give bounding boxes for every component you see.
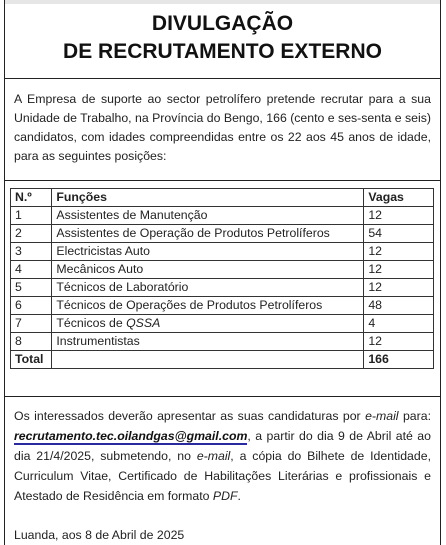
positions-table xyxy=(10,188,434,369)
row-vacancies: 12 xyxy=(364,279,434,297)
row-number: 2 xyxy=(11,225,52,243)
row-function: Técnicos de Laboratório xyxy=(52,279,364,297)
row-function xyxy=(52,315,364,333)
row-number: 5 xyxy=(11,279,52,297)
row-vacancies: 12 xyxy=(364,207,434,225)
table-row xyxy=(11,243,434,261)
row-number: 4 xyxy=(11,261,52,279)
table-row xyxy=(11,297,434,315)
divider-application xyxy=(4,396,441,397)
header-vacancies: Vagas xyxy=(364,189,434,207)
title-line-1: DIVULGAÇÃO xyxy=(151,12,294,35)
email-word-2: e-mail xyxy=(196,449,231,463)
total-spacer xyxy=(52,351,364,369)
row-function: Técnicos de Operações de Produtos Petrolíferos xyxy=(52,297,364,315)
table-row xyxy=(11,261,434,279)
row-vacancies: 12 xyxy=(364,243,434,261)
email-link[interactable]: recrutamento.tec.oilandgas@gmail.com xyxy=(14,429,248,443)
place-date: Luanda, aos 8 de Abril de 2025 xyxy=(14,528,185,542)
email-word: e-mail xyxy=(365,409,399,423)
row-vacancies: 12 xyxy=(364,261,434,279)
table-header-row xyxy=(11,189,434,207)
application-paragraph xyxy=(14,406,431,506)
application-text-2: para: xyxy=(398,409,431,423)
total-value: 166 xyxy=(364,351,434,369)
table-total-row xyxy=(11,351,434,369)
row-number: 3 xyxy=(11,243,52,261)
row-number: 7 xyxy=(11,315,52,333)
header-function: Funções xyxy=(52,189,364,207)
row-vacancies: 48 xyxy=(364,297,434,315)
application-text-4: , a cópia do Bilhete de Identidade, Curriculum Vitae, Certificado de Habilitações Literárias e profissionais e Atestado de Residência em formato xyxy=(14,449,431,503)
row-number: 8 xyxy=(11,333,52,351)
row-function: Assistentes de Operação de Produtos Petrolíferos xyxy=(52,225,364,243)
table-row xyxy=(11,207,434,225)
row-number: 6 xyxy=(11,297,52,315)
table-row xyxy=(11,225,434,243)
row-function: Mecânicos Auto xyxy=(52,261,364,279)
table-row xyxy=(11,315,434,333)
table-row xyxy=(11,333,434,351)
application-text-5: . xyxy=(237,489,241,503)
function-acronym: QSSA xyxy=(126,316,161,330)
row-vacancies: 12 xyxy=(364,333,434,351)
divider-table xyxy=(4,180,441,181)
table-row xyxy=(11,279,434,297)
intro-paragraph: A Empresa de suporte ao sector petrolífero pretende recrutar para a sua Unidade de Trabalho, na Província do Bengo, 166 (cento e ses-senta e seis) candidatos, com idades compreendidas entre os 22 aos 45 anos de idade, para as seguintes posições: xyxy=(14,92,431,163)
format-word: PDF xyxy=(212,489,238,503)
row-vacancies: 4 xyxy=(364,315,434,333)
row-function: Assistentes de Manutenção xyxy=(52,207,364,225)
title-line-2: DE RECRUTAMENTO EXTERNO xyxy=(63,40,382,63)
row-function: Electricistas Auto xyxy=(52,243,364,261)
row-number: 1 xyxy=(11,207,52,225)
total-label: Total xyxy=(11,351,52,369)
application-text-3: , a partir do dia 9 de Abril até ao dia 21/4/2025, submetendo, no xyxy=(14,429,431,463)
row-vacancies: 54 xyxy=(364,225,434,243)
row-function: Instrumentistas xyxy=(52,333,364,351)
announcement-title xyxy=(4,10,441,66)
header-number: N.º xyxy=(11,189,52,207)
application-text-1: Os interessados deverão apresentar as suas candidaturas por xyxy=(14,409,366,423)
function-prefix: Técnicos de xyxy=(56,316,127,330)
divider-top xyxy=(4,78,441,79)
